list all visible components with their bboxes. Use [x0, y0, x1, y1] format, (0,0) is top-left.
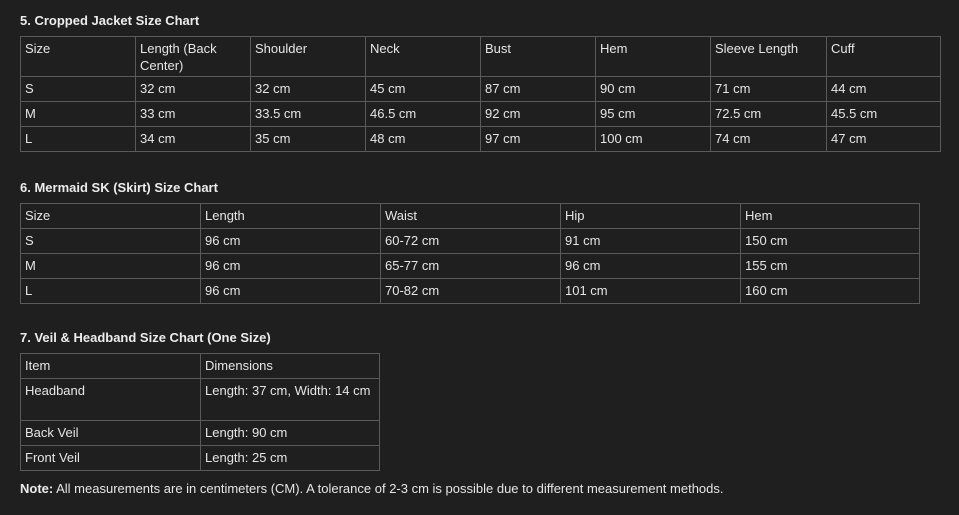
table-cell: 34 cm: [136, 127, 251, 152]
table-cell: L: [21, 127, 136, 152]
table-cell: Front Veil: [21, 446, 201, 471]
jacket-section: [20, 11, 941, 152]
header-cell: Length (Back Center): [136, 37, 251, 77]
table-cell: 44 cm: [827, 77, 941, 102]
table-cell: 45.5 cm: [827, 102, 941, 127]
table-cell: 33.5 cm: [251, 102, 366, 127]
header-cell: Length: [201, 204, 381, 229]
table-cell: 72.5 cm: [711, 102, 827, 127]
table-cell: 96 cm: [201, 229, 381, 254]
veil-size-table: [20, 353, 380, 471]
table-row: [21, 254, 920, 279]
table-cell: M: [21, 254, 201, 279]
table-row: [21, 127, 941, 152]
table-cell: Headband: [21, 379, 201, 421]
table-row: [21, 229, 920, 254]
table-cell: Length: 37 cm, Width: 14 cm: [201, 379, 380, 421]
veil-section: [20, 328, 380, 471]
header-cell: Hip: [561, 204, 741, 229]
header-cell: Cuff: [827, 37, 941, 77]
header-cell: Shoulder: [251, 37, 366, 77]
header-cell: Hem: [596, 37, 711, 77]
veil-headband-size-chart-title: 7. Veil & Headband Size Chart (One Size): [20, 330, 271, 345]
table-cell: 33 cm: [136, 102, 251, 127]
skirt-size-table: [20, 203, 920, 304]
jacket-size-chart-title: 5. Cropped Jacket Size Chart: [20, 13, 200, 28]
table-cell: 150 cm: [741, 229, 920, 254]
table-row: [21, 421, 380, 446]
table-cell: 35 cm: [251, 127, 366, 152]
table-cell: 47 cm: [827, 127, 941, 152]
table-cell: 155 cm: [741, 254, 920, 279]
table-header-row: [21, 37, 941, 77]
table-cell: Length: 90 cm: [201, 421, 380, 446]
table-row: [21, 77, 941, 102]
table-row: [21, 446, 380, 471]
note-label: Note:: [20, 481, 54, 496]
table-cell: 92 cm: [481, 102, 596, 127]
table-cell: 100 cm: [596, 127, 711, 152]
table-cell: 45 cm: [366, 77, 481, 102]
header-cell: Item: [21, 354, 201, 379]
table-cell: 60-72 cm: [381, 229, 561, 254]
header-cell: Size: [21, 204, 201, 229]
table-cell: 101 cm: [561, 279, 741, 304]
table-cell: 32 cm: [136, 77, 251, 102]
header-cell: Sleeve Length: [711, 37, 827, 77]
table-cell: 74 cm: [711, 127, 827, 152]
table-cell: 70-82 cm: [381, 279, 561, 304]
table-cell: M: [21, 102, 136, 127]
header-cell: Bust: [481, 37, 596, 77]
header-cell: Dimensions: [201, 354, 380, 379]
jacket-size-table: [20, 36, 941, 152]
table-cell: 96 cm: [561, 254, 741, 279]
table-cell: 160 cm: [741, 279, 920, 304]
table-cell: 90 cm: [596, 77, 711, 102]
table-cell: Length: 25 cm: [201, 446, 380, 471]
table-cell: 97 cm: [481, 127, 596, 152]
table-cell: S: [21, 229, 201, 254]
table-row: [21, 102, 941, 127]
skirt-section: [20, 178, 920, 304]
measurement-note: [20, 480, 724, 498]
note-text: All measurements are in centimeters (CM). A tolerance of 2-3 cm is possible due to different measurement methods.: [53, 481, 724, 496]
header-cell: Hem: [741, 204, 920, 229]
table-cell: S: [21, 77, 136, 102]
table-header-row: [21, 354, 380, 379]
skirt-size-chart-title: 6. Mermaid SK (Skirt) Size Chart: [20, 180, 218, 195]
table-cell: 32 cm: [251, 77, 366, 102]
table-row: [21, 379, 380, 421]
table-cell: 95 cm: [596, 102, 711, 127]
table-cell: 71 cm: [711, 77, 827, 102]
table-cell: 87 cm: [481, 77, 596, 102]
header-cell: Waist: [381, 204, 561, 229]
table-cell: 96 cm: [201, 279, 381, 304]
table-cell: 46.5 cm: [366, 102, 481, 127]
table-cell: 65-77 cm: [381, 254, 561, 279]
table-cell: L: [21, 279, 201, 304]
table-cell: 48 cm: [366, 127, 481, 152]
header-cell: Neck: [366, 37, 481, 77]
table-row: [21, 279, 920, 304]
table-header-row: [21, 204, 920, 229]
table-cell: Back Veil: [21, 421, 201, 446]
table-cell: 91 cm: [561, 229, 741, 254]
header-cell: Size: [21, 37, 136, 77]
table-cell: 96 cm: [201, 254, 381, 279]
